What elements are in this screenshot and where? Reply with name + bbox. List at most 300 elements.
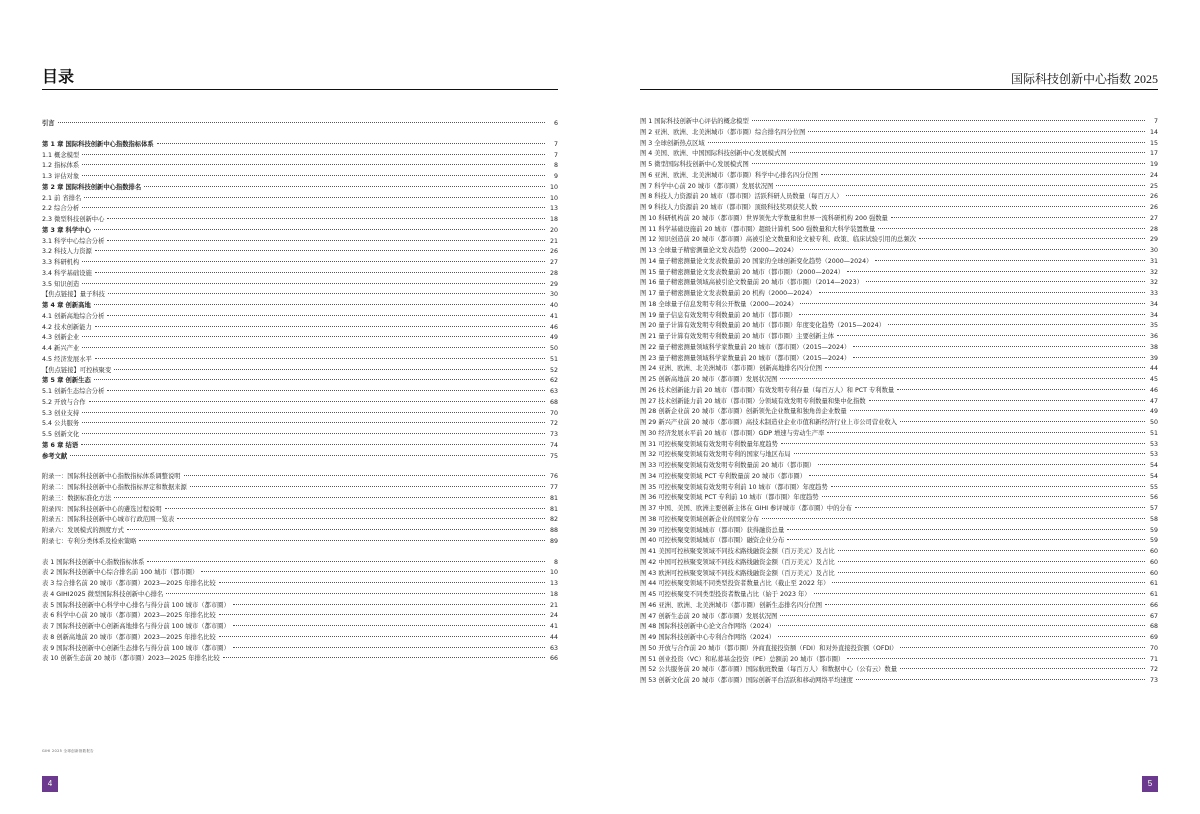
toc-entry[interactable] bbox=[42, 611, 558, 622]
toc-entry[interactable] bbox=[640, 579, 1158, 590]
toc-entry-title: 图 42 中国可控核聚变领域不同技术路线融资金额（百万美元）及占比 bbox=[640, 558, 835, 566]
toc-entry[interactable] bbox=[640, 257, 1158, 268]
toc-entry[interactable] bbox=[640, 321, 1158, 332]
toc-entry-title: 5.3 创业支持 bbox=[42, 409, 80, 417]
toc-entry[interactable] bbox=[42, 387, 558, 398]
toc-entry-title: 图 2 亚洲、欧洲、北美洲城市（都市圈）综合排名四分位图 bbox=[640, 128, 806, 136]
toc-entry-page: 32 bbox=[1149, 268, 1158, 276]
toc-entry[interactable] bbox=[42, 119, 558, 130]
dot-leader bbox=[147, 561, 545, 562]
toc-entry-title: 图 19 量子信息有效发明专利数量前 20 城市（都市圈） bbox=[640, 311, 797, 319]
toc-entry-page: 76 bbox=[549, 473, 558, 481]
toc-entry-title: 图 28 创新企业前 20 城市（都市圈）创新领先企业数量和独角兽企业数量 bbox=[640, 408, 847, 416]
right-page bbox=[600, 0, 1200, 814]
toc-entry-title: 引言 bbox=[42, 120, 55, 127]
dot-leader bbox=[800, 249, 1145, 250]
dot-leader bbox=[900, 647, 1145, 648]
toc-entry[interactable] bbox=[42, 537, 558, 548]
dot-leader bbox=[790, 152, 1145, 153]
toc-entry-page: 72 bbox=[1149, 666, 1158, 674]
dot-leader bbox=[89, 401, 545, 402]
toc-entry[interactable] bbox=[640, 569, 1158, 580]
dot-leader bbox=[107, 390, 545, 391]
toc-entry-title: 图 35 可控核聚变领域有效发明专利前 10 城市（都市圈）年度趋势 bbox=[640, 483, 828, 491]
toc-entry[interactable] bbox=[42, 280, 558, 291]
dot-leader bbox=[94, 229, 545, 230]
toc-entry-title: 5.1 创新生态综合分析 bbox=[42, 388, 105, 395]
toc-entry[interactable] bbox=[640, 214, 1158, 225]
toc-entry[interactable] bbox=[42, 579, 558, 590]
toc-entry[interactable] bbox=[640, 268, 1158, 279]
toc-entry-title: 图 20 量子计算有效发明专利数量前 20 城市（都市圈）年度变化趋势（2015—2024） bbox=[640, 322, 885, 330]
dot-leader bbox=[114, 369, 545, 370]
toc-entry-title: 图 51 创业投资（VC）和私募基金投资（PE）总额前 20 城市（都市圈） bbox=[640, 655, 845, 663]
dot-leader bbox=[869, 400, 1145, 401]
toc-entry-page: 24 bbox=[1149, 171, 1158, 179]
toc-entry-title: 图 27 技术创新能力前 20 城市（都市圈）分领域有效发明专利数量和集中化指数 bbox=[640, 397, 866, 405]
toc-entry-page: 73 bbox=[1149, 677, 1158, 684]
toc-entry-page: 61 bbox=[1149, 591, 1158, 598]
toc-entry[interactable] bbox=[42, 204, 558, 215]
toc-entry-title: 图 15 量子精密测量论文发表数量前 20 城市（都市圈）（2000—2024） bbox=[640, 268, 845, 276]
toc-entry[interactable] bbox=[42, 472, 558, 483]
toc-entry-title: 2.2 综合分析 bbox=[42, 205, 80, 213]
dot-leader bbox=[139, 540, 545, 541]
dot-leader bbox=[818, 464, 1145, 465]
dot-leader bbox=[95, 272, 545, 273]
toc-entry-title: 图 26 技术创新能力前 20 城市（都市圈）有效发明专利存量（每百万人）和 PCT 专利数量 bbox=[640, 386, 895, 394]
toc-entry-page: 89 bbox=[549, 537, 558, 545]
toc-entry-title: 表 5 国际科技创新中心科学中心排名与得分前 100 城市（都市圈） bbox=[42, 601, 230, 609]
toc-entry[interactable] bbox=[640, 364, 1158, 375]
dot-leader bbox=[82, 336, 545, 337]
toc-entry[interactable] bbox=[640, 171, 1158, 182]
dot-leader bbox=[82, 283, 545, 284]
dot-leader bbox=[95, 250, 545, 251]
toc-entry-title: 图 53 创新文化前 20 城市（都市圈）国际创新平台活跃和移动网络平均速度 bbox=[640, 677, 853, 684]
toc-entry-page: 51 bbox=[1149, 429, 1158, 437]
toc-entry[interactable] bbox=[42, 601, 558, 612]
dot-leader bbox=[752, 120, 1145, 121]
toc-entry[interactable] bbox=[640, 601, 1158, 612]
dot-leader bbox=[900, 668, 1145, 669]
toc-entry[interactable] bbox=[640, 225, 1158, 236]
dot-leader bbox=[708, 142, 1145, 143]
toc-entry-page: 60 bbox=[1149, 548, 1158, 555]
toc-entry[interactable] bbox=[640, 622, 1158, 633]
toc-entry[interactable] bbox=[640, 192, 1158, 203]
dot-leader bbox=[800, 303, 1145, 304]
toc-entry-page: 13 bbox=[549, 205, 558, 213]
toc-entry[interactable] bbox=[42, 376, 558, 387]
toc-entry-title: 5.2 开放与合作 bbox=[42, 398, 86, 406]
toc-entry[interactable] bbox=[640, 547, 1158, 558]
toc-entry[interactable] bbox=[640, 332, 1158, 343]
toc-entry-page: 31 bbox=[1149, 257, 1158, 265]
toc-entry-title: 附录五：国际科技创新中心城市行政范围一览表 bbox=[42, 516, 175, 524]
toc-entry-title: 图 49 国际科技创新中心专利合作网络（2024） bbox=[640, 634, 776, 641]
toc-entry-page: 7 bbox=[1153, 118, 1158, 125]
dot-leader bbox=[127, 529, 545, 530]
toc-entry[interactable] bbox=[640, 440, 1158, 451]
toc-entry[interactable] bbox=[640, 418, 1158, 429]
toc-entry[interactable] bbox=[42, 312, 558, 323]
toc-entry-title: 附录三：数据标准化方法 bbox=[42, 494, 112, 502]
section-gap bbox=[42, 130, 558, 140]
toc-entry[interactable] bbox=[640, 633, 1158, 644]
toc-entry-page: 39 bbox=[1149, 354, 1158, 362]
toc-entry-page: 26 bbox=[549, 248, 558, 256]
dot-leader bbox=[837, 335, 1145, 336]
toc-entry[interactable] bbox=[42, 172, 558, 183]
section-gap bbox=[42, 548, 558, 558]
toc-entry-page: 35 bbox=[1149, 322, 1158, 330]
toc-entry[interactable] bbox=[42, 215, 558, 226]
toc-entry[interactable] bbox=[640, 450, 1158, 461]
dot-leader bbox=[84, 197, 545, 198]
toc-entry-page: 53 bbox=[1149, 451, 1158, 459]
dot-leader bbox=[233, 604, 545, 605]
dot-leader bbox=[177, 518, 545, 519]
toc-entry[interactable] bbox=[640, 515, 1158, 526]
toc-entry[interactable] bbox=[42, 398, 558, 409]
toc-entry[interactable] bbox=[640, 300, 1158, 311]
toc-entry-page: 26 bbox=[1149, 193, 1158, 201]
toc-entry-page: 57 bbox=[1149, 505, 1158, 512]
dot-leader bbox=[94, 379, 545, 380]
toc-entry-title: 表 9 国际科技创新中心创新生态排名与得分前 100 城市（都市圈） bbox=[42, 644, 230, 652]
dot-leader bbox=[107, 315, 545, 316]
toc-entry-title: 图 48 国际科技创新中心论文合作网络（2024） bbox=[640, 623, 776, 631]
toc-entry[interactable] bbox=[42, 237, 558, 248]
toc-entry-page: 49 bbox=[1149, 408, 1158, 416]
toc-entry-title: 4.3 创新企业 bbox=[42, 334, 80, 342]
toc-entry-title: 图 32 可控核聚变领域有效发明专利的国家与地区布局 bbox=[640, 451, 791, 459]
toc-entry[interactable] bbox=[640, 235, 1158, 246]
toc-entry[interactable] bbox=[42, 183, 558, 194]
toc-entry-page: 15 bbox=[1149, 139, 1158, 147]
toc-entry[interactable] bbox=[640, 644, 1158, 655]
toc-entry-title: 第 4 章 创新高地 bbox=[42, 302, 91, 309]
toc-entry-page: 17 bbox=[1149, 150, 1158, 158]
toc-entry-title: 表 7 国际科技创新中心创新高地排名与得分前 100 城市（都市圈） bbox=[42, 623, 230, 630]
toc-entry-page: 28 bbox=[1149, 225, 1158, 233]
toc-entry[interactable] bbox=[42, 526, 558, 537]
toc-entry-title: 表 6 科学中心前 20 城市（都市圈）2023—2025 年排名比较 bbox=[42, 612, 216, 620]
page-number: 4 bbox=[42, 776, 58, 792]
toc-entry-page: 8 bbox=[553, 162, 558, 170]
toc-entry[interactable] bbox=[640, 461, 1158, 472]
toc-entry-page: 18 bbox=[549, 590, 558, 598]
toc-entry-title: 表 1 国际科技创新中心指数指标体系 bbox=[42, 558, 145, 566]
toc-entry[interactable] bbox=[640, 246, 1158, 257]
toc-entry-page: 54 bbox=[1149, 472, 1158, 480]
toc-entry[interactable] bbox=[42, 269, 558, 280]
dot-leader bbox=[838, 572, 1145, 573]
toc-entry-page: 75 bbox=[549, 452, 558, 460]
toc-entry-title: 【焦点链接】可控核聚变 bbox=[42, 366, 112, 374]
toc-entry-title: 2.1 前 省排名 bbox=[42, 194, 82, 202]
toc-entry-title: 图 9 科技人力资源前 20 城市（都市圈）顶级科技奖项获奖人数 bbox=[640, 204, 818, 211]
toc-entry[interactable] bbox=[640, 149, 1158, 160]
dot-leader bbox=[856, 679, 1145, 680]
toc-entry[interactable] bbox=[42, 140, 558, 151]
toc-entry-page: 68 bbox=[549, 398, 558, 406]
dot-leader bbox=[58, 122, 545, 123]
toc-entry[interactable] bbox=[640, 558, 1158, 569]
toc-entry-page: 59 bbox=[1149, 526, 1158, 534]
dot-leader bbox=[847, 658, 1145, 659]
dot-leader bbox=[233, 625, 545, 626]
toc-entry-title: 图 37 中国、美国、欧洲主要创新主体在 GIHI 参评城市（都市圈）中的分布 bbox=[640, 505, 852, 512]
toc-entry[interactable] bbox=[42, 301, 558, 312]
toc-entry-page: 41 bbox=[549, 623, 558, 630]
toc-entry-title: 图 1 国际科技创新中心评估的概念模型 bbox=[640, 118, 749, 125]
dot-leader bbox=[814, 593, 1145, 594]
toc-entry[interactable] bbox=[42, 258, 558, 269]
dot-leader bbox=[809, 475, 1145, 476]
toc-entry[interactable] bbox=[640, 429, 1158, 440]
toc-entry[interactable] bbox=[42, 194, 558, 205]
toc-entry-title: 图 6 亚洲、欧洲、北美洲城市（都市圈）科学中心排名四分位图 bbox=[640, 171, 819, 179]
toc-entry-page: 50 bbox=[1149, 419, 1158, 426]
dot-leader bbox=[219, 582, 545, 583]
dot-leader bbox=[794, 453, 1145, 454]
toc-entry-title: 图 46 亚洲、欧洲、北美洲城市（都市圈）创新生态排名四分位图 bbox=[640, 601, 823, 609]
toc-entry[interactable] bbox=[640, 676, 1158, 687]
toc-entry-page: 66 bbox=[1149, 601, 1158, 609]
toc-entry[interactable] bbox=[42, 366, 558, 377]
toc-entry-title: 【焦点链接】量子科技 bbox=[42, 291, 105, 299]
dot-leader bbox=[107, 218, 545, 219]
toc-entry[interactable] bbox=[640, 612, 1158, 623]
toc-entry-page: 44 bbox=[549, 633, 558, 641]
toc-entry[interactable] bbox=[640, 386, 1158, 397]
toc-entry[interactable] bbox=[640, 375, 1158, 386]
dot-leader bbox=[752, 163, 1145, 164]
toc-entry-page: 44 bbox=[1149, 365, 1158, 373]
toc-entry[interactable] bbox=[640, 407, 1158, 418]
toc-entry[interactable] bbox=[640, 536, 1158, 547]
toc-entry-title: 图 40 可控核聚变领域城市（都市圈）融资企业分布 bbox=[640, 537, 785, 545]
toc-entry[interactable] bbox=[640, 472, 1158, 483]
toc-entry-title: 图 34 可控核聚变领域 PCT 专利数量前 20 城市（都市圈） bbox=[640, 472, 807, 480]
toc-entry-page: 10 bbox=[549, 183, 558, 191]
dot-leader bbox=[846, 195, 1145, 196]
toc-entry[interactable] bbox=[42, 151, 558, 162]
dot-leader bbox=[919, 238, 1145, 239]
toc-entry[interactable] bbox=[42, 161, 558, 172]
toc-entry[interactable] bbox=[640, 203, 1158, 214]
dot-leader bbox=[144, 186, 545, 187]
toc-entry-title: 第 3 章 科学中心 bbox=[42, 226, 91, 234]
dot-leader bbox=[184, 475, 545, 476]
toc-entry-title: 5.4 公共服务 bbox=[42, 420, 80, 428]
dot-leader bbox=[850, 410, 1145, 411]
toc-entry-title: 图 13 全球量子精密测量论文发表趋势（2000—2024） bbox=[640, 247, 798, 254]
toc-entry-title: 图 18 全球量子信息发明专利公开数量（2000—2024） bbox=[640, 300, 798, 308]
toc-entry[interactable] bbox=[640, 655, 1158, 666]
toc-entry-page: 20 bbox=[549, 226, 558, 234]
toc-entry-title: 表 4 GIHI2025 微型国际科技创新中心排名 bbox=[42, 590, 164, 598]
toc-entry-title: 图 10 科研机构前 20 城市（都市圈）世界领先大学数量和世界一流科研机构 200 强数量 bbox=[640, 214, 888, 222]
toc-entry[interactable] bbox=[42, 558, 558, 569]
toc-entry[interactable] bbox=[42, 644, 558, 655]
dot-leader bbox=[780, 378, 1145, 379]
toc-entry[interactable] bbox=[42, 515, 558, 526]
toc-contents bbox=[42, 119, 558, 665]
toc-entry-page: 59 bbox=[1149, 537, 1158, 545]
toc-entry-page: 25 bbox=[1149, 182, 1158, 190]
toc-entry-title: 图 4 美国、欧洲、中国国际科技创新中心发展模式图 bbox=[640, 150, 787, 158]
toc-entry[interactable] bbox=[640, 493, 1158, 504]
toc-entry[interactable] bbox=[42, 622, 558, 633]
toc-entry-page: 38 bbox=[1149, 343, 1158, 351]
toc-entry-page: 63 bbox=[549, 644, 558, 652]
toc-entry-title: 4.4 新兴产业 bbox=[42, 345, 80, 352]
toc-entry[interactable] bbox=[42, 290, 558, 301]
dot-leader bbox=[866, 281, 1145, 282]
toc-entry-title: 图 45 可控核聚变不同类型投资者数量占比（始于 2023 年） bbox=[640, 591, 811, 598]
toc-entry[interactable] bbox=[42, 483, 558, 494]
dot-leader bbox=[825, 604, 1145, 605]
toc-entry-title: 参考文献 bbox=[42, 452, 68, 460]
figure-list bbox=[640, 117, 1158, 687]
toc-entry-page: 34 bbox=[1149, 300, 1158, 308]
toc-entry-page: 74 bbox=[549, 441, 558, 449]
toc-entry-page: 60 bbox=[1149, 569, 1158, 577]
toc-entry-page: 13 bbox=[549, 580, 558, 587]
toc-entry[interactable] bbox=[640, 590, 1158, 601]
toc-entry[interactable] bbox=[640, 289, 1158, 300]
toc-entry-title: 图 24 亚洲、欧洲、北美洲城市（都市圈）创新高地排名四分位图 bbox=[640, 365, 823, 373]
toc-entry-title: 表 10 创新生态前 20 城市（都市圈）2023—2025 年排名比较 bbox=[42, 655, 220, 663]
toc-entry-page: 8 bbox=[553, 558, 558, 566]
toc-entry[interactable] bbox=[42, 568, 558, 579]
dot-leader bbox=[776, 185, 1145, 186]
toc-entry-page: 46 bbox=[549, 323, 558, 331]
toc-entry[interactable] bbox=[42, 247, 558, 258]
toc-entry[interactable] bbox=[42, 430, 558, 441]
toc-entry-page: 56 bbox=[1149, 494, 1158, 502]
toc-entry-page: 41 bbox=[549, 312, 558, 320]
dot-leader bbox=[855, 507, 1145, 508]
dot-leader bbox=[223, 657, 545, 658]
toc-entry[interactable] bbox=[42, 633, 558, 644]
header-rule bbox=[42, 89, 558, 90]
toc-entry-page: 72 bbox=[549, 420, 558, 428]
toc-entry[interactable] bbox=[42, 409, 558, 420]
dot-leader bbox=[875, 260, 1145, 261]
dot-leader bbox=[82, 412, 545, 413]
dot-leader bbox=[190, 486, 545, 487]
toc-entry-title: 图 36 可控核聚变领域 PCT 专利前 10 城市（都市圈）年度趋势 bbox=[640, 494, 819, 502]
dot-leader bbox=[820, 206, 1145, 207]
toc-entry[interactable] bbox=[640, 139, 1158, 150]
toc-entry-title: 第 1 章 国际科技创新中心指数指标体系 bbox=[42, 140, 154, 148]
toc-entry-page: 68 bbox=[1149, 623, 1158, 631]
toc-entry-title: 3.5 知识创造 bbox=[42, 280, 80, 288]
dot-leader bbox=[94, 304, 545, 305]
toc-entry-title: 3.1 科学中心综合分析 bbox=[42, 237, 105, 245]
toc-entry-title: 图 38 可控核聚变领域创新企业的国家分布 bbox=[640, 515, 760, 523]
toc-entry-title: 图 25 创新高地前 20 城市（都市圈）发展状况图 bbox=[640, 376, 778, 383]
toc-entry-title: 图 11 科学基础设施前 20 城市（都市圈）超级计算机 500 强数量和大科学装置数量 bbox=[640, 225, 876, 233]
toc-entry-title: 图 52 公共服务前 20 城市（都市圈）国际航班数量（每百万人）和数据中心（公有云）数量 bbox=[640, 666, 898, 674]
toc-entry-page: 29 bbox=[549, 280, 558, 288]
toc-entry[interactable] bbox=[640, 117, 1158, 128]
dot-leader bbox=[95, 326, 545, 327]
toc-entry-page: 47 bbox=[1149, 397, 1158, 405]
page-number: 5 bbox=[1142, 776, 1158, 792]
toc-entry[interactable] bbox=[42, 344, 558, 355]
toc-entry[interactable] bbox=[42, 333, 558, 344]
toc-entry-page: 27 bbox=[1149, 214, 1158, 222]
toc-entry[interactable] bbox=[640, 483, 1158, 494]
toc-entry-page: 21 bbox=[549, 601, 558, 609]
toc-entry[interactable] bbox=[42, 419, 558, 430]
dot-leader bbox=[82, 422, 545, 423]
toc-entry-page: 7 bbox=[553, 151, 558, 159]
toc-entry[interactable] bbox=[640, 526, 1158, 537]
toc-entry[interactable] bbox=[640, 354, 1158, 365]
toc-entry[interactable] bbox=[640, 182, 1158, 193]
toc-entry-title: 图 3 全球创新热点区域 bbox=[640, 139, 705, 147]
dot-leader bbox=[778, 625, 1145, 626]
dot-leader bbox=[82, 433, 545, 434]
dot-leader bbox=[821, 174, 1145, 175]
toc-entry[interactable] bbox=[42, 654, 558, 665]
toc-entry[interactable] bbox=[42, 494, 558, 505]
dot-leader bbox=[201, 571, 545, 572]
toc-entry[interactable] bbox=[42, 226, 558, 237]
toc-entry[interactable] bbox=[640, 128, 1158, 139]
toc-entry[interactable] bbox=[640, 397, 1158, 408]
dot-leader bbox=[233, 647, 545, 648]
toc-entry[interactable] bbox=[42, 355, 558, 366]
dot-leader bbox=[82, 347, 545, 348]
toc-entry-title: 附录七：专利分类体系及检索策略 bbox=[42, 537, 137, 545]
toc-entry-title: 图 14 量子精密测量论文发表数量前 20 国家的全球创新变化趋势（2000—2024） bbox=[640, 257, 873, 265]
dot-leader bbox=[787, 539, 1145, 540]
dot-leader bbox=[82, 207, 545, 208]
dot-leader bbox=[107, 240, 545, 241]
toc-entry[interactable] bbox=[640, 278, 1158, 289]
toc-entry[interactable] bbox=[42, 323, 558, 334]
dot-leader bbox=[95, 358, 545, 359]
toc-entry[interactable] bbox=[42, 505, 558, 516]
toc-entry[interactable] bbox=[640, 665, 1158, 676]
toc-entry-page: 46 bbox=[1149, 386, 1158, 394]
toc-entry-title: 4.5 经济发展水平 bbox=[42, 355, 92, 363]
toc-entry[interactable] bbox=[640, 504, 1158, 515]
toc-entry-page: 21 bbox=[549, 237, 558, 245]
toc-entry[interactable] bbox=[42, 452, 558, 463]
dot-leader bbox=[82, 164, 545, 165]
dot-leader bbox=[780, 615, 1145, 616]
toc-entry-title: 图 22 量子精密测量领域科学家数量前 20 城市（都市圈）（2015—2024） bbox=[640, 343, 851, 351]
toc-entry-title: 图 33 可控核聚变领域有效发明专利数量前 20 城市（都市圈） bbox=[640, 462, 816, 469]
toc-entry[interactable] bbox=[640, 311, 1158, 322]
dot-leader bbox=[157, 143, 545, 144]
toc-entry-page: 45 bbox=[1149, 376, 1158, 383]
toc-entry[interactable] bbox=[42, 590, 558, 601]
toc-entry[interactable] bbox=[42, 441, 558, 452]
toc-entry[interactable] bbox=[640, 160, 1158, 171]
toc-entry[interactable] bbox=[640, 343, 1158, 354]
dot-leader bbox=[838, 561, 1145, 562]
toc-entry-page: 27 bbox=[549, 259, 558, 266]
